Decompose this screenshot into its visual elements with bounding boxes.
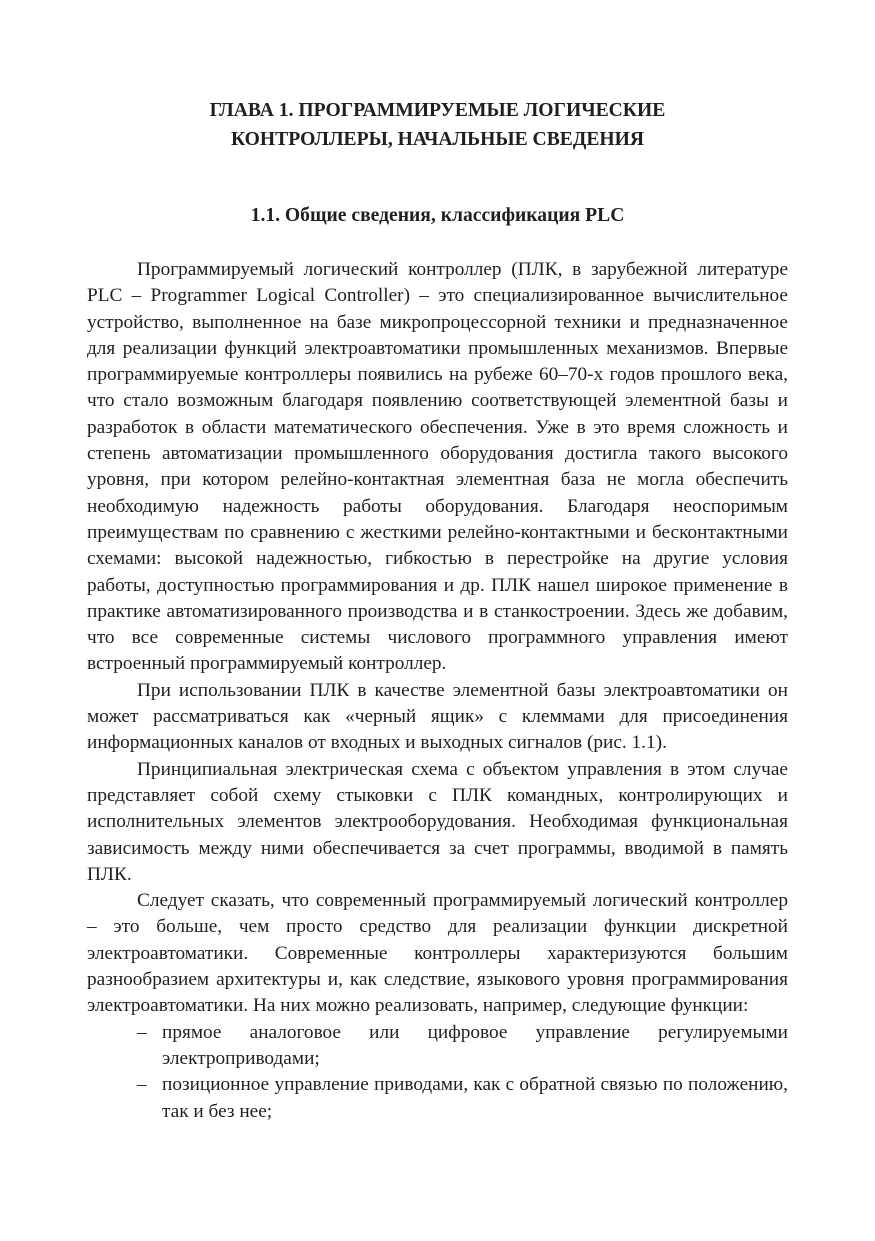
functions-list	[87, 1020, 788, 1125]
paragraph-black-box: При использовании ПЛК в качестве элементной базы электроавтоматики он может рассматриваться как «черный ящик» с клеммами для присоединения информационных каналов от входных и выходных сигналов (рис. 1.1).	[87, 679, 788, 754]
paragraph-plc-definition: Программируемый логический контроллер (ПЛК, в зарубежной литературе PLC – Programmer Logical Controller) – это специализированное вычислительное устройство, выполненное на базе микропроцессорной техники и предназначенное для реализации функций электроавтоматики промышленных механизмов. Впервые программируемые контроллеры появились на рубеже 60–70-х годов прошлого века, что стало возможным благодаря появлению соответствующей элементной базы и разработок в области математического обеспечения. Уже в это время сложность и степень автоматизации промышленного оборудования достигла такого высокого уровня, при котором релейно-контактная элементная база не могла обеспечить необходимую надежность работы оборудования. Благодаря неоспоримым преимуществам по сравнению с жесткими релейно-контактными и бесконтактными схемами: высокой надежностью, гибкостью в перестройке на другие условия работы, доступностью программирования и др. ПЛК нашел широкое применение в практике автоматизированного производства и в станкостроении. Здесь же добавим, что все современные системы числового программного управления имеют встроенный программируемый контроллер.	[87, 259, 788, 675]
chapter-title	[87, 96, 788, 154]
body-text	[87, 257, 788, 1125]
chapter-title-line-2: КОНТРОЛЛЕРЫ, НАЧАЛЬНЫЕ СВЕДЕНИЯ	[230, 129, 645, 150]
paragraph-schematic: Принципиальная электрическая схема с объектом управления в этом случае представляет собой схему стыковки с ПЛК командных, контролирующих и исполнительных элементов электрооборудования. Необходимая функциональная зависимость между ними обеспечивается за счет программы, вводимой в память ПЛК.	[87, 758, 788, 885]
chapter-title-line-1: ГЛАВА 1. ПРОГРАММИРУЕМЫЕ ЛОГИЧЕСКИЕ	[209, 100, 666, 121]
document-page	[87, 96, 788, 1125]
list-item	[87, 1072, 788, 1125]
list-dash: –	[137, 1021, 147, 1043]
list-item-text: позиционное управление приводами, как с обратной связью по положению, так и без нее;	[162, 1074, 788, 1122]
paragraph-modern-controllers: Следует сказать, что современный программируемый логический контроллер – это больше, чем просто средство для реализации функции дискретной электроавтоматики. Современные контроллеры характеризуются большим разнообразием архитектуры и, как следствие, языкового уровня программирования электроавтоматики. На них можно реализовать, например, следующие функции:	[87, 890, 788, 1017]
section-title: 1.1. Общие сведения, классификация PLC	[250, 205, 625, 226]
list-dash: –	[137, 1074, 147, 1096]
list-item-text: прямое аналоговое или цифровое управление регулируемыми электроприводами;	[162, 1021, 788, 1069]
list-item	[87, 1020, 788, 1073]
